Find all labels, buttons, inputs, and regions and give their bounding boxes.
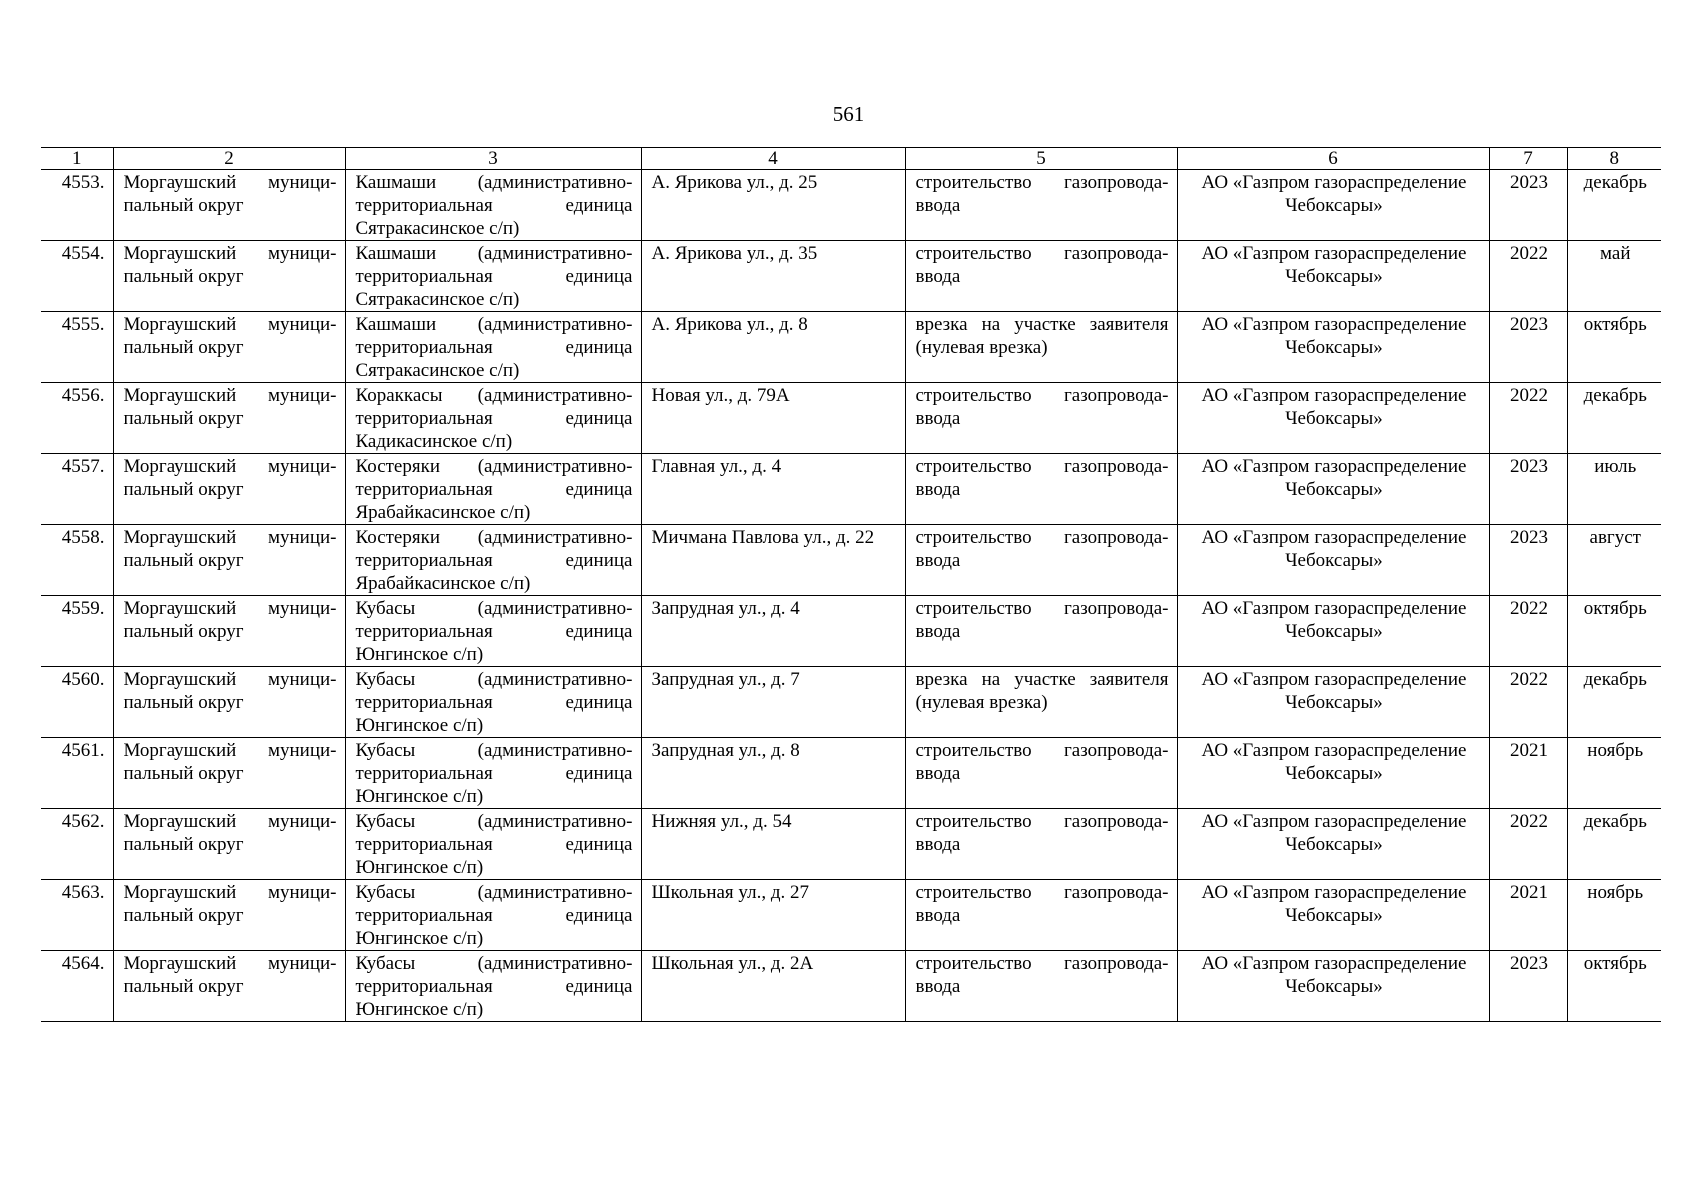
year-cell: 2021: [1489, 880, 1567, 951]
row-number-cell: 4554.: [41, 241, 113, 312]
work-type-cell: строительство газопровода-ввода: [905, 809, 1177, 880]
district-cell: Моргаушский муници-пальный округ: [113, 525, 345, 596]
work-type-cell: строительство газопровода-ввода: [905, 454, 1177, 525]
locality-cell: Кораккасы (административно-территориальная единица Кадикасинское с/п): [345, 383, 641, 454]
locality-cell: Кашмаши (административно-территориальная единица Сятракасинское с/п): [345, 170, 641, 241]
year-cell: 2023: [1489, 525, 1567, 596]
organization-cell: АО «Газпром газораспределение Чебоксары»: [1177, 170, 1489, 241]
district-cell: Моргаушский муници-пальный округ: [113, 312, 345, 383]
table-row: [41, 525, 1661, 596]
year-cell: 2022: [1489, 667, 1567, 738]
district-cell: Моргаушский муници-пальный округ: [113, 880, 345, 951]
column-header: 1: [41, 148, 113, 170]
address-cell: А. Ярикова ул., д. 25: [641, 170, 905, 241]
row-number-cell: 4555.: [41, 312, 113, 383]
table-row: [41, 170, 1661, 241]
row-number-cell: 4553.: [41, 170, 113, 241]
month-cell: октябрь: [1567, 312, 1661, 383]
organization-cell: АО «Газпром газораспределение Чебоксары»: [1177, 951, 1489, 1022]
work-type-cell: строительство газопровода-ввода: [905, 525, 1177, 596]
organization-cell: АО «Газпром газораспределение Чебоксары»: [1177, 454, 1489, 525]
table-row: [41, 241, 1661, 312]
row-number-cell: 4557.: [41, 454, 113, 525]
row-number-cell: 4561.: [41, 738, 113, 809]
district-cell: Моргаушский муници-пальный округ: [113, 667, 345, 738]
district-cell: Моргаушский муници-пальный округ: [113, 454, 345, 525]
table-row: [41, 880, 1661, 951]
district-cell: Моргаушский муници-пальный округ: [113, 241, 345, 312]
work-type-cell: врезка на участке заявителя (нулевая врезка): [905, 312, 1177, 383]
district-cell: Моргаушский муници-пальный округ: [113, 809, 345, 880]
district-cell: Моргаушский муници-пальный округ: [113, 951, 345, 1022]
year-cell: 2022: [1489, 596, 1567, 667]
organization-cell: АО «Газпром газораспределение Чебоксары»: [1177, 383, 1489, 454]
month-cell: декабрь: [1567, 667, 1661, 738]
address-cell: Нижняя ул., д. 54: [641, 809, 905, 880]
locality-cell: Кубасы (административно-территориальная единица Юнгинское с/п): [345, 667, 641, 738]
district-cell: Моргаушский муници-пальный округ: [113, 383, 345, 454]
table-row: [41, 667, 1661, 738]
row-number-cell: 4563.: [41, 880, 113, 951]
row-number-cell: 4564.: [41, 951, 113, 1022]
table-row: [41, 951, 1661, 1022]
month-cell: июль: [1567, 454, 1661, 525]
organization-cell: АО «Газпром газораспределение Чебоксары»: [1177, 809, 1489, 880]
column-header: 4: [641, 148, 905, 170]
column-header: 5: [905, 148, 1177, 170]
work-type-cell: строительство газопровода-ввода: [905, 383, 1177, 454]
table-row: [41, 454, 1661, 525]
locality-cell: Костеряки (административно-территориальная единица Ярабайкасинское с/п): [345, 454, 641, 525]
organization-cell: АО «Газпром газораспределение Чебоксары»: [1177, 880, 1489, 951]
table-row: [41, 596, 1661, 667]
address-cell: Школьная ул., д. 2А: [641, 951, 905, 1022]
row-number-cell: 4562.: [41, 809, 113, 880]
locality-cell: Кубасы (административно-территориальная единица Юнгинское с/п): [345, 738, 641, 809]
month-cell: октябрь: [1567, 596, 1661, 667]
year-cell: 2022: [1489, 383, 1567, 454]
organization-cell: АО «Газпром газораспределение Чебоксары»: [1177, 241, 1489, 312]
work-type-cell: строительство газопровода-ввода: [905, 596, 1177, 667]
row-number-cell: 4558.: [41, 525, 113, 596]
locality-cell: Кубасы (административно-территориальная единица Юнгинское с/п): [345, 951, 641, 1022]
organization-cell: АО «Газпром газораспределение Чебоксары»: [1177, 667, 1489, 738]
address-cell: Запрудная ул., д. 7: [641, 667, 905, 738]
month-cell: декабрь: [1567, 383, 1661, 454]
year-cell: 2022: [1489, 809, 1567, 880]
row-number-cell: 4556.: [41, 383, 113, 454]
month-cell: декабрь: [1567, 170, 1661, 241]
row-number-cell: 4559.: [41, 596, 113, 667]
month-cell: декабрь: [1567, 809, 1661, 880]
district-cell: Моргаушский муници-пальный округ: [113, 170, 345, 241]
table-row: [41, 383, 1661, 454]
column-header: 2: [113, 148, 345, 170]
organization-cell: АО «Газпром газораспределение Чебоксары»: [1177, 312, 1489, 383]
year-cell: 2023: [1489, 454, 1567, 525]
district-cell: Моргаушский муници-пальный округ: [113, 738, 345, 809]
column-header: 3: [345, 148, 641, 170]
table-row: [41, 809, 1661, 880]
work-type-cell: строительство газопровода-ввода: [905, 241, 1177, 312]
column-header: 8: [1567, 148, 1661, 170]
organization-cell: АО «Газпром газораспределение Чебоксары»: [1177, 596, 1489, 667]
locality-cell: Кашмаши (административно-территориальная единица Сятракасинское с/п): [345, 241, 641, 312]
year-cell: 2021: [1489, 738, 1567, 809]
month-cell: август: [1567, 525, 1661, 596]
organization-cell: АО «Газпром газораспределение Чебоксары»: [1177, 525, 1489, 596]
address-cell: Мичмана Павлова ул., д. 22: [641, 525, 905, 596]
locality-cell: Костеряки (административно-территориальная единица Ярабайкасинское с/п): [345, 525, 641, 596]
work-type-cell: строительство газопровода-ввода: [905, 880, 1177, 951]
month-cell: ноябрь: [1567, 880, 1661, 951]
column-header: 6: [1177, 148, 1489, 170]
locality-cell: Кубасы (административно-территориальная единица Юнгинское с/п): [345, 880, 641, 951]
row-number-cell: 4560.: [41, 667, 113, 738]
address-cell: А. Ярикова ул., д. 8: [641, 312, 905, 383]
registry-table: [41, 147, 1661, 1022]
address-cell: Новая ул., д. 79А: [641, 383, 905, 454]
month-cell: ноябрь: [1567, 738, 1661, 809]
address-cell: А. Ярикова ул., д. 35: [641, 241, 905, 312]
district-cell: Моргаушский муници-пальный округ: [113, 596, 345, 667]
locality-cell: Кубасы (административно-территориальная единица Юнгинское с/п): [345, 809, 641, 880]
table-row: [41, 738, 1661, 809]
year-cell: 2023: [1489, 951, 1567, 1022]
address-cell: Запрудная ул., д. 8: [641, 738, 905, 809]
page-number: 561: [832, 102, 865, 126]
address-cell: Школьная ул., д. 27: [641, 880, 905, 951]
year-cell: 2023: [1489, 170, 1567, 241]
month-cell: май: [1567, 241, 1661, 312]
year-cell: 2023: [1489, 312, 1567, 383]
work-type-cell: строительство газопровода-ввода: [905, 738, 1177, 809]
address-cell: Запрудная ул., д. 4: [641, 596, 905, 667]
locality-cell: Кашмаши (административно-территориальная единица Сятракасинское с/п): [345, 312, 641, 383]
work-type-cell: строительство газопровода-ввода: [905, 170, 1177, 241]
organization-cell: АО «Газпром газораспределение Чебоксары»: [1177, 738, 1489, 809]
year-cell: 2022: [1489, 241, 1567, 312]
work-type-cell: врезка на участке заявителя (нулевая врезка): [905, 667, 1177, 738]
address-cell: Главная ул., д. 4: [641, 454, 905, 525]
locality-cell: Кубасы (административно-территориальная единица Юнгинское с/п): [345, 596, 641, 667]
column-header: 7: [1489, 148, 1567, 170]
column-number-row: [41, 148, 1661, 170]
work-type-cell: строительство газопровода-ввода: [905, 951, 1177, 1022]
table-row: [41, 312, 1661, 383]
month-cell: октябрь: [1567, 951, 1661, 1022]
